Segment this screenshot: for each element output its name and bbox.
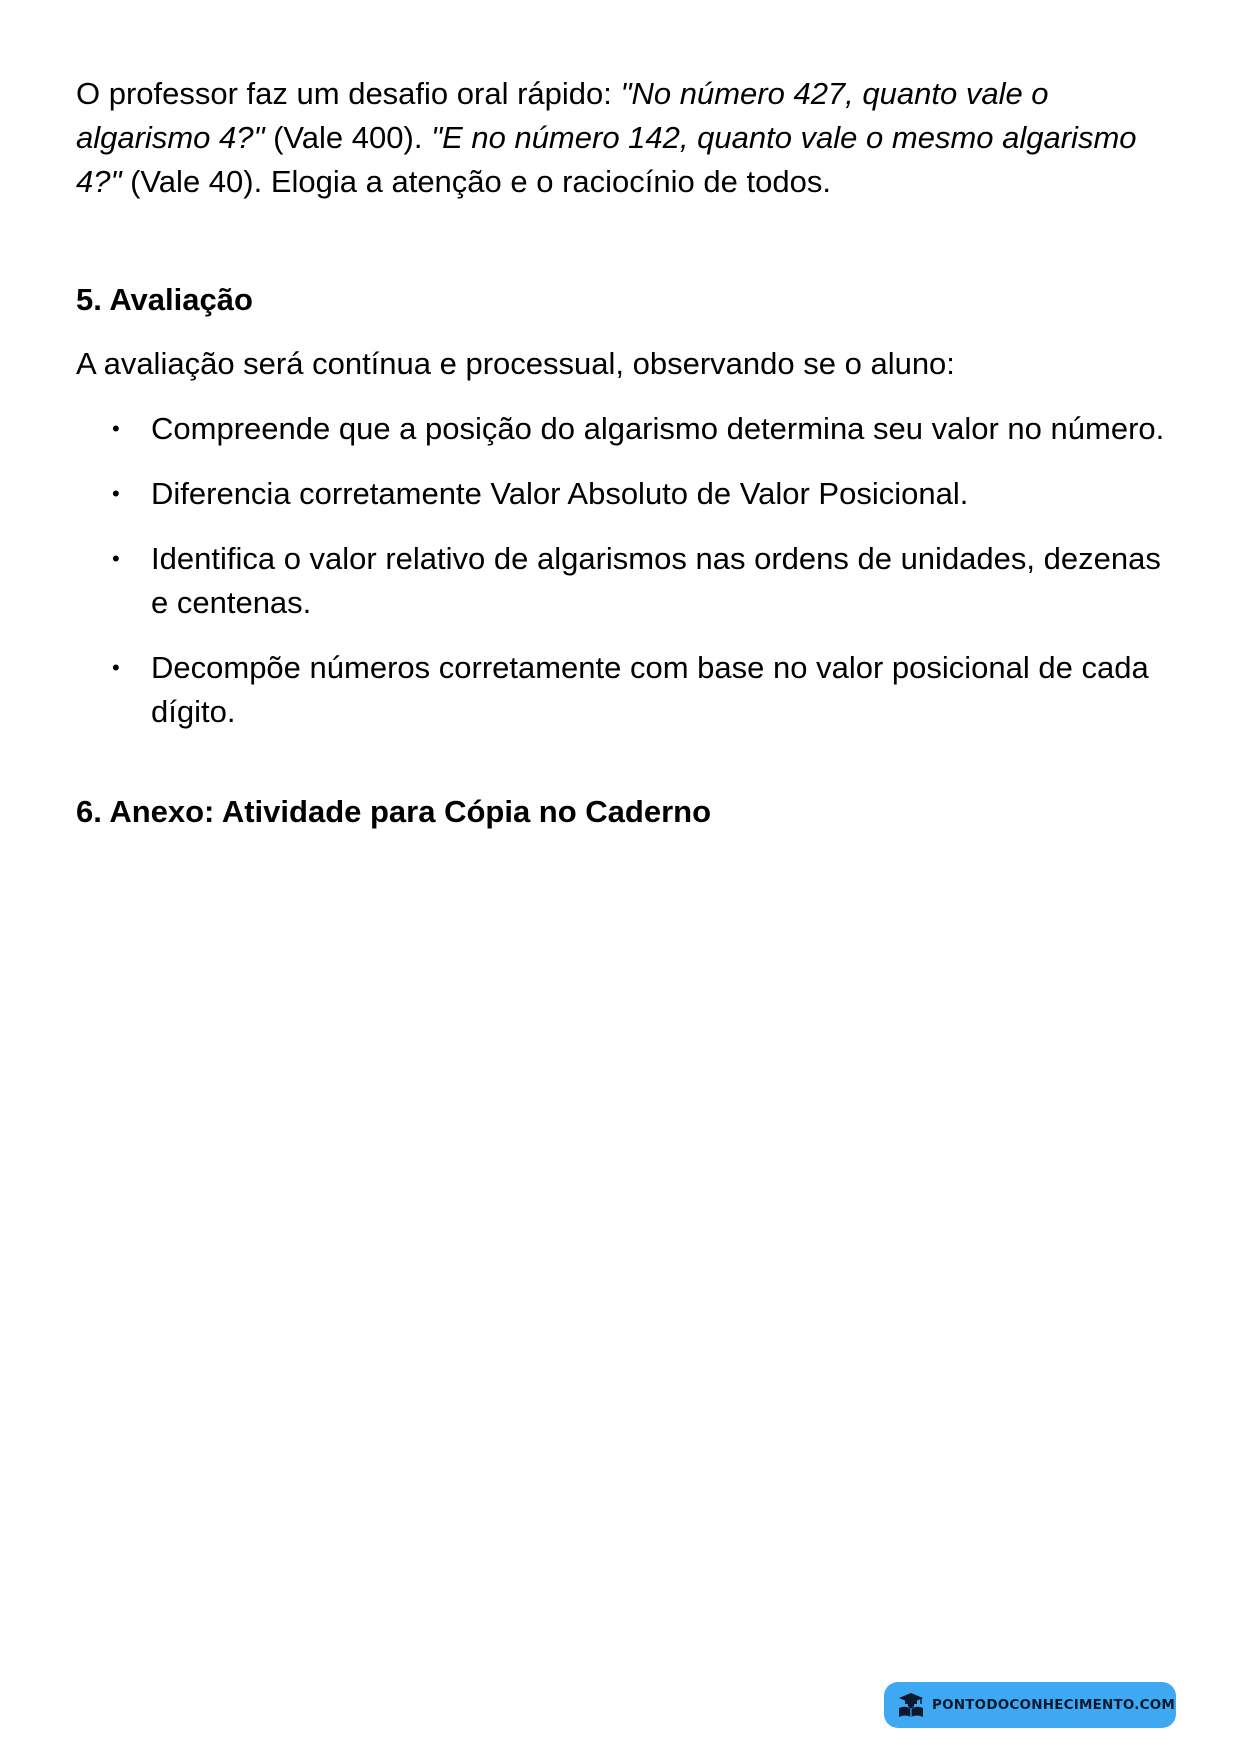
bullet-icon: • (112, 655, 120, 680)
bullet-icon: • (112, 481, 120, 506)
section-5-heading: 5. Avaliação (76, 282, 253, 317)
site-badge-text: PONTODOCONHECIMENTO.COM (932, 1697, 1176, 1713)
list-item-text: Compreende que a posição do algarismo determina seu valor no número. (151, 411, 1165, 446)
graduation-book-icon (896, 1690, 926, 1720)
intro-text-3: (Vale 40). Elogia a atenção e o raciocínio de todos. (121, 164, 831, 199)
intro-question-1: "No número 427, quanto vale o algarismo 4?" (76, 76, 1049, 155)
bullet-icon: • (112, 416, 120, 441)
list-item (76, 537, 1166, 625)
list-item (76, 646, 1166, 734)
intro-paragraph (76, 72, 1166, 204)
section-5-intro: A avaliação será contínua e processual, observando se o aluno: (76, 346, 955, 381)
list-item (76, 407, 1166, 451)
evaluation-criteria-list (76, 407, 1166, 734)
list-item-text: Identifica o valor relativo de algarismos nas ordens de unidades, dezenas e centenas. (151, 541, 1161, 620)
bullet-icon: • (112, 546, 120, 571)
list-item (76, 472, 1166, 516)
site-badge-link[interactable] (884, 1682, 1176, 1728)
list-item-text: Diferencia corretamente Valor Absoluto de Valor Posicional. (151, 476, 969, 511)
intro-text-1: O professor faz um desafio oral rápido: (76, 76, 621, 111)
section-6-heading: 6. Anexo: Atividade para Cópia no Caderno (76, 794, 712, 829)
document-page (76, 72, 1166, 832)
intro-text-2: (Vale 400). (264, 120, 432, 155)
intro-question-2: "E no número 142, quanto vale o mesmo algarismo 4?" (76, 120, 1137, 199)
list-item-text: Decompõe números corretamente com base no valor posicional de cada dígito. (151, 650, 1149, 729)
